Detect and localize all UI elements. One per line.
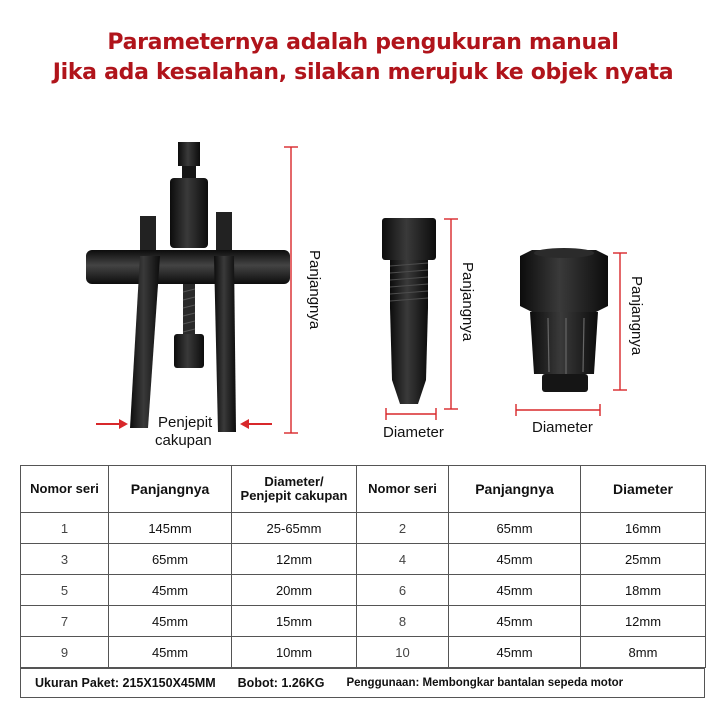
puller-screw-tip: [174, 334, 204, 368]
package-weight: Bobot: 1.26KG: [237, 676, 325, 690]
package-size: Ukuran Paket: 215X150X45MM: [35, 676, 216, 690]
rod-length-label: Panjangnya: [459, 262, 476, 342]
collet-adapter: [520, 248, 608, 392]
table-row: [21, 606, 706, 637]
spec-table: [20, 465, 706, 668]
rod-diameter-label: Diameter: [383, 424, 444, 441]
cell: 65mm: [109, 544, 232, 575]
cell: 8mm: [581, 637, 706, 668]
table-row: [21, 513, 706, 544]
cell: 65mm: [449, 513, 581, 544]
header-diameter: Diameter: [581, 466, 706, 513]
header-length-2: Panjangnya: [449, 466, 581, 513]
table-row: [21, 544, 706, 575]
header-length-1: Panjangnya: [109, 466, 232, 513]
headline-line-2: Jika ada kesalahan, silakan merujuk ke objek nyata: [52, 60, 674, 85]
collet-diameter-label: Diameter: [532, 419, 593, 436]
cell: 6: [357, 575, 449, 606]
cell: 5: [21, 575, 109, 606]
cell: 45mm: [449, 575, 581, 606]
usage-note: Penggunaan: Membongkar bantalan sepeda motor: [346, 677, 624, 689]
puller-top-nut: [178, 142, 200, 166]
cell: 4: [357, 544, 449, 575]
puller-body: [170, 178, 208, 248]
rod-diameter-dimension: [386, 408, 436, 420]
header-serial-1: Nomor seri: [21, 466, 109, 513]
rod-length-dimension: [444, 219, 458, 409]
cell: 25mm: [581, 544, 706, 575]
puller-right-jaw: [214, 256, 236, 432]
collet-sleeve: [530, 312, 598, 374]
cell: 45mm: [109, 606, 232, 637]
rod-hex-head: [382, 218, 436, 260]
cell: 2: [357, 513, 449, 544]
puller-length-label: Panjangnya: [306, 250, 323, 330]
puller-grip-label: Penjepit: [158, 414, 213, 431]
cell: 7: [21, 606, 109, 637]
cell: 25-65mm: [232, 513, 357, 544]
rod-tip: [390, 308, 428, 404]
table-header-row: [21, 466, 706, 513]
cell: 20mm: [232, 575, 357, 606]
table-row: [21, 637, 706, 668]
package-info-footer: [20, 668, 705, 698]
cell: 3: [21, 544, 109, 575]
cell: 16mm: [581, 513, 706, 544]
headline-line-1: Parameternya adalah pengukuran manual: [107, 30, 619, 55]
cell: 45mm: [449, 544, 581, 575]
puller-crossbar: [86, 250, 290, 284]
cell: 12mm: [581, 606, 706, 637]
collet-length-label: Panjangnya: [628, 276, 645, 356]
collet-diameter-dimension: [516, 404, 600, 416]
cell: 45mm: [109, 575, 232, 606]
cell: 8: [357, 606, 449, 637]
cell: 10: [357, 637, 449, 668]
collet-hex-nut: [520, 250, 608, 312]
cell: 12mm: [232, 544, 357, 575]
puller-grip-label-2: cakupan: [155, 432, 212, 449]
puller-length-dimension: [284, 147, 298, 433]
cell: 1: [21, 513, 109, 544]
cell: 45mm: [449, 606, 581, 637]
table-row: [21, 575, 706, 606]
cell: 15mm: [232, 606, 357, 637]
header-diameter-grip: Diameter/ Penjepit cakupan: [232, 466, 357, 513]
collet-length-dimension: [613, 253, 627, 390]
threaded-rod: [382, 218, 436, 404]
header-serial-2: Nomor seri: [357, 466, 449, 513]
cell: 45mm: [109, 637, 232, 668]
cell: 145mm: [109, 513, 232, 544]
cell: 18mm: [581, 575, 706, 606]
cell: 45mm: [449, 637, 581, 668]
bearing-puller: [86, 142, 290, 432]
cell: 9: [21, 637, 109, 668]
cell: 10mm: [232, 637, 357, 668]
